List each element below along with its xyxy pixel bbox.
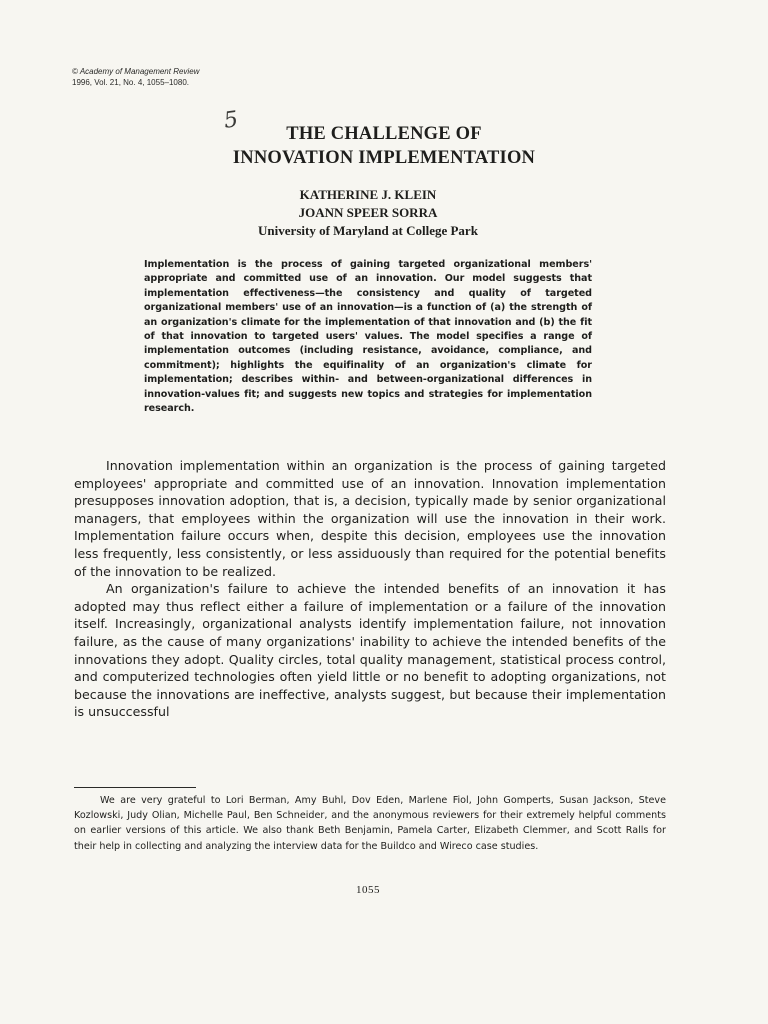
author-block bbox=[0, 186, 736, 240]
body-text bbox=[74, 457, 666, 721]
handwritten-mark: 5 bbox=[222, 107, 240, 134]
author-name: KATHERINE J. KLEIN bbox=[299, 187, 437, 202]
page-number: 1055 bbox=[356, 884, 380, 896]
paragraph: Innovation implementation within an organization is the process of gaining targeted employees' appropriate and committed use of an innovation. Innovation implementation presupposes innovation adoption, that is, a decision, typically made by senior organizational managers, that employees within the organization will use the innovation in their work. Implementation failure occurs when, despite this decision, employees use the innovation less frequently, less consistently, or less assiduously than required for the potential benefits of the innovation to be realized. bbox=[74, 458, 666, 579]
author-name: JOANN SPEER SORRA bbox=[298, 205, 438, 220]
author-affiliation: University of Maryland at College Park bbox=[258, 223, 478, 238]
title-line-2: INNOVATION IMPLEMENTATION bbox=[232, 148, 536, 168]
title-line-1: THE CHALLENGE OF bbox=[286, 124, 482, 144]
abstract: Implementation is the process of gaining targeted organizational members' appropriate and committed use of an innovation. Our model suggests that implementation effectiveness—the consistency and quality of targeted organizational members' use of an innovation—is a function of (a) the strength of an organization's climate for the implementation of that innovation and (b) the fit of that innovation to targeted users' values. The model specifies a range of implementation outcomes (including resistance, avoidance, compliance, and commitment); highlights the equifinality of an organization's climate for implementation; describes within- and between-organizational differences in innovation-values fit; and suggests new topics and strategies for implementation research. bbox=[144, 259, 592, 415]
volume-info: 1996, Vol. 21, No. 4, 1055–1080. bbox=[72, 78, 189, 87]
footnote-divider bbox=[74, 787, 196, 788]
paragraph: An organization's failure to achieve the intended benefits of an innovation it has adopted may thus reflect either a failure of implementation or a failure of the innovation itself. Increasingly, organizational analysts identify implementation failure, not innovation failure, as the cause of many organizations' inability to achieve the intended benefits of the innovations they adopt. Quality circles, total quality management, statistical process control, and computerized technologies often yield little or no benefit to adopting organizations, not because the innovations are ineffective, analysts suggest, but because their implementation is unsuccessful bbox=[74, 581, 666, 720]
article-title bbox=[0, 122, 768, 170]
acknowledgment-footnote: We are very grateful to Lori Berman, Amy Buhl, Dov Eden, Marlene Fiol, John Gomperts, Susan Jackson, Steve Kozlowski, Judy Olian, Michelle Paul, Ben Schneider, and the anonymous reviewers for their extremely helpful comments on earlier versions of this article. We also thank Beth Benjamin, Pamela Carter, Elizabeth Clemmer, and Scott Ralls for their help in collecting and analyzing the interview data for the Buildco and Wireco case studies. bbox=[74, 795, 666, 852]
citation-block bbox=[72, 66, 199, 88]
journal-name: © Academy of Management Review bbox=[72, 67, 200, 76]
